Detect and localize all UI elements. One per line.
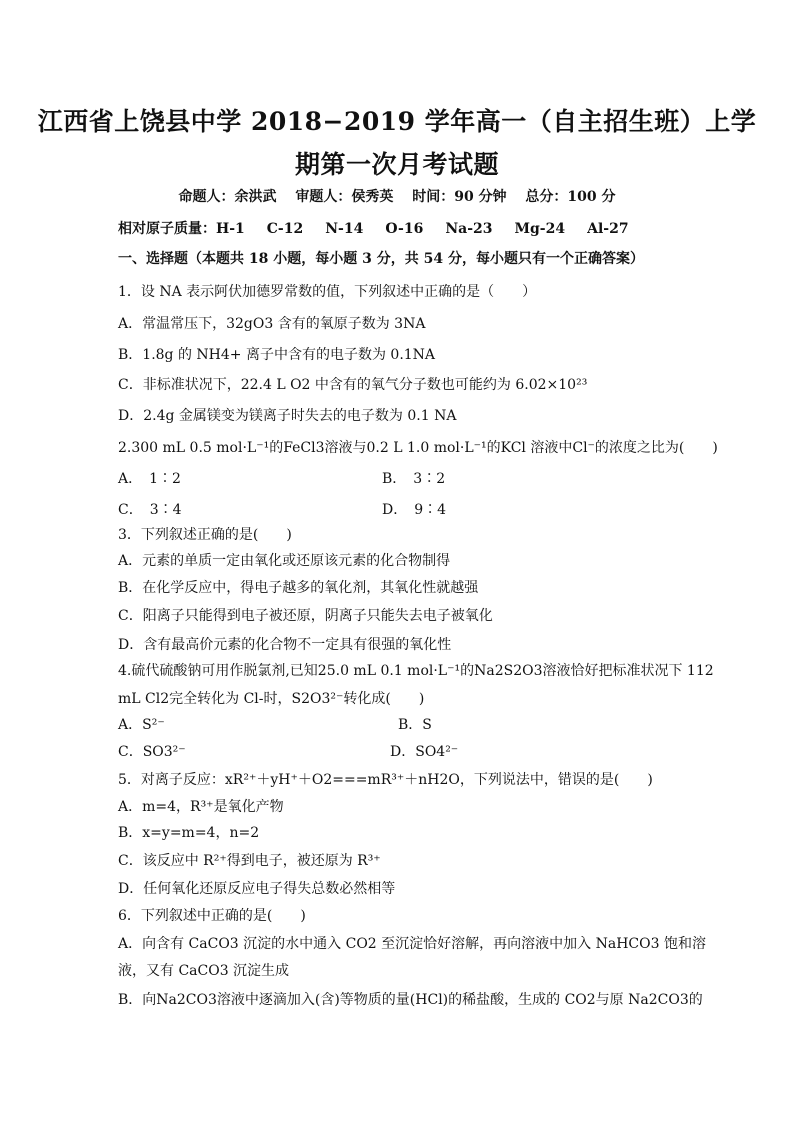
q3-option-b: B．在化学反应中，得电子越多的氧化剂，其氧化性就越强 (118, 580, 479, 596)
q2-option-a: A． 1∶2 (118, 471, 181, 487)
q1-option-d: D．2.4g 金属镁变为镁离子时失去的电子数为 0.1 NA (118, 408, 457, 424)
q6-option-a-line2: 液，又有 CaCO3 沉淀生成 (118, 963, 290, 979)
q5-option-d: D．任何氧化还原反应电子得失总数必然相等 (118, 881, 396, 897)
q4-option-b: B．S (398, 717, 432, 733)
q5-stem: 5．对离子反应：xR²⁺＋yH⁺＋O2===mR³⁺＋nH2O，下列说法中，错误的是( ) (118, 772, 653, 788)
q2-option-d: D． 9∶4 (382, 502, 447, 518)
atomic-mass: C-12 (266, 221, 304, 237)
q4-option-d: D．SO4²⁻ (390, 744, 459, 760)
q4-option-c: C．SO3²⁻ (118, 744, 186, 760)
atomic-mass: Mg-24 (514, 221, 566, 237)
atomic-mass: H-1 (216, 221, 245, 237)
q4-option-a: A．S²⁻ (118, 717, 165, 733)
q3-option-c: C．阳离子只能得到电子被还原，阴离子只能失去电子被氧化 (118, 608, 493, 624)
q6-option-b-line1: B．向Na2CO3溶液中逐滴加入(含)等物质的量(HCl)的稀盐酸，生成的 CO2与原 Na2CO3的 (118, 992, 703, 1008)
exam-meta: 命题人：余洪武 审题人：侯秀英 时间：90 分钟 总分：100 分 (178, 189, 616, 205)
atomic-mass: N-14 (325, 221, 364, 237)
exam-title-line1: 江西省上饶县中学 2018−2019 学年高一（自主招生班）上学 (37, 107, 757, 136)
q1-option-b: B．1.8g 的 NH4+ 离子中含有的电子数为 0.1NA (118, 347, 436, 363)
atomic-mass: O-16 (385, 221, 424, 237)
q4-stem-line1: 4.硫代硫酸钠可用作脱氯剂,已知25.0 mL 0.1 mol·L⁻¹的Na2S2O3溶液恰好把标准状况下 112 (118, 663, 714, 679)
q6-stem: 6．下列叙述中正确的是( ) (118, 908, 306, 924)
q3-option-d: D．含有最高价元素的化合物不一定具有很强的氧化性 (118, 637, 452, 653)
q2-stem: 2.300 mL 0.5 mol·L⁻¹的FeCl3溶液与0.2 L 1.0 mol·L⁻¹的KCl 溶液中Cl⁻的浓度之比为( ) (118, 440, 718, 456)
section-header: 一、选择题（本题共 18 小题，每小题 3 分，共 54 分，每小题只有一个正确答案） (118, 251, 644, 267)
q3-option-a: A．元素的单质一定由氧化或还原该元素的化合物制得 (118, 553, 451, 569)
atomic-masses-label: 相对原子质量： (118, 221, 216, 237)
q5-option-a: A．m=4，R³⁺是氧化产物 (118, 799, 284, 815)
atomic-mass: Na-23 (445, 221, 493, 237)
q3-stem: 3．下列叙述正确的是( ) (118, 527, 292, 543)
q5-option-c: C．该反应中 R²⁺得到电子，被还原为 R³⁺ (118, 853, 381, 869)
atomic-mass: Al-27 (587, 221, 629, 237)
q5-option-b: B．x=y=m=4，n=2 (118, 825, 260, 841)
atomic-masses (118, 218, 629, 238)
q4-stem-line2: mL Cl2完全转化为 Cl-时，S2O3²⁻转化成( ) (118, 691, 425, 707)
q2-option-b: B． 3∶2 (382, 471, 446, 487)
q1-option-a: A．常温常压下，32gO3 含有的氧原子数为 3NA (118, 316, 426, 332)
q6-option-a-line1: A．向含有 CaCO3 沉淀的水中通入 CO2 至沉淀恰好溶解，再向溶液中加入 NaHCO3 饱和溶 (118, 936, 706, 952)
q1-stem: 1．设 NA 表示阿伏加德罗常数的值，下列叙述中正确的是（ ） (118, 284, 537, 300)
exam-title-line2: 期第一次月考试题 (294, 150, 499, 179)
q1-option-c: C．非标准状况下，22.4 L O2 中含有的氧气分子数也可能约为 6.02×10²³ (118, 377, 588, 393)
q2-option-c: C． 3∶4 (118, 502, 182, 518)
